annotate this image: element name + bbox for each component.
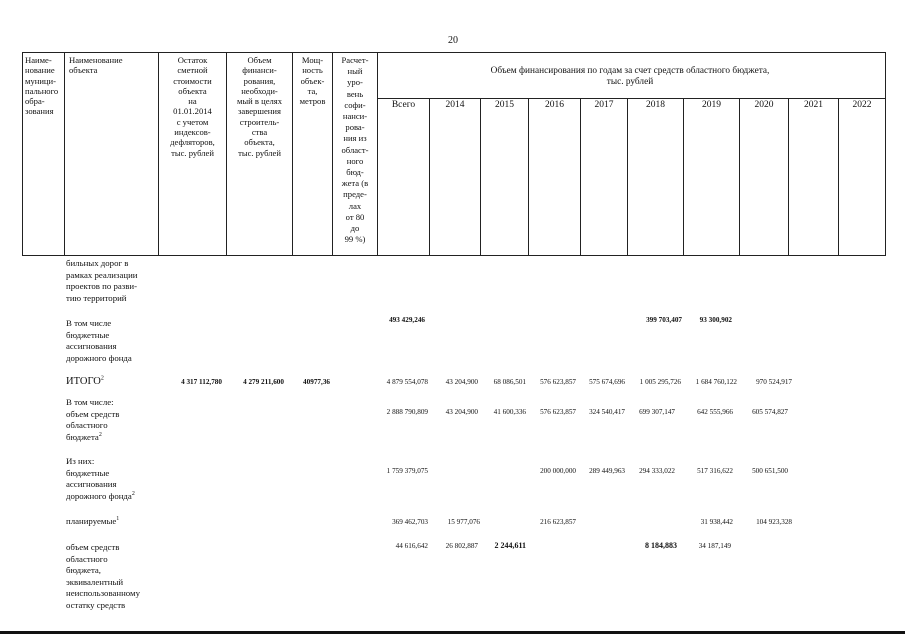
of-which-label-text: Из них: бюджетные ассигнования дорожного фонда [66, 456, 132, 501]
cell-of-which-2019: 517 316,622 [697, 467, 733, 475]
year-2022: 2022 [852, 100, 872, 110]
row-label-planned [66, 516, 166, 528]
cell-regional-2015: 41 600,336 [493, 408, 526, 416]
cell-total-2018: 1 005 295,726 [639, 378, 681, 386]
header-funding-volume: Объем финанси- рования, необходи- мый в целях завершения строитель- ства объекта, тыс. рублей [236, 55, 283, 158]
cell-regional-2020: 605 574,827 [752, 408, 788, 416]
regional-budget-label-text: В том числе: объем средств областного бюджета [66, 397, 120, 442]
cell-total-2016: 576 623,857 [540, 378, 576, 386]
header-object-name: Наименование объекта [69, 55, 123, 76]
year-total: Всего [391, 100, 416, 110]
years-top-rule [377, 98, 886, 99]
year-2016: 2016 [545, 100, 564, 110]
row-label-regional-budget [66, 397, 166, 443]
year-2020: 2020 [754, 100, 774, 110]
cell-unused-total: 44 616,642 [395, 542, 428, 550]
col-line [627, 98, 628, 256]
cell-regional-2018: 699 307,147 [639, 408, 675, 416]
header-cofinancing-level: Расчет- ный уро- вень софи- нанси- рова- ния из област- ного бюд- жета (в преде- лах от 80 до 99 %) [341, 55, 369, 245]
header-top-rule [22, 52, 886, 53]
cell-total-2019: 1 684 760,122 [695, 378, 737, 386]
cell-of-which-2017: 289 449,963 [589, 467, 625, 475]
col-line [788, 98, 789, 256]
year-2019: 2019 [702, 100, 721, 110]
col-line [838, 98, 839, 256]
footnote-mark: 2 [131, 490, 135, 497]
row-label-unused-balance: объем средств областного бюджета, эквивалентный неиспользованному остатку средств [66, 542, 140, 610]
cell-unused-2019: 34 187,149 [698, 542, 731, 550]
page-number: 20 [448, 35, 458, 46]
cell-road-fund-total: 493 429,246 [389, 316, 425, 324]
col-line [683, 98, 684, 256]
year-2021: 2021 [804, 100, 823, 110]
bottom-border [0, 631, 905, 634]
header-remaining-cost: Остаток сметной стоимости объекта на 01.01.2014 с учетом индексов- дефляторов, тыс. рублей [170, 55, 215, 158]
cell-of-which-2020: 500 651,500 [752, 467, 788, 475]
year-2015: 2015 [495, 100, 514, 110]
cell-total-all: 4 879 554,078 [386, 378, 428, 386]
col-line [739, 98, 740, 256]
cell-unused-2018: 8 184,883 [645, 541, 677, 550]
row-label-mobile-roads: бильных дорог в рамках реализации проектов по разви- тию территорий [66, 258, 138, 303]
cell-regional-2014: 43 204,900 [445, 408, 478, 416]
cell-planned-2014: 15 977,076 [447, 518, 480, 526]
header-capacity: Мощ- ность объек- та, метров [299, 55, 326, 107]
cell-road-fund-2018: 399 703,407 [646, 316, 682, 324]
footnote-mark: 2 [98, 431, 102, 438]
cell-regional-2019: 642 555,966 [697, 408, 733, 416]
cell-of-which-2016: 200 000,000 [540, 467, 576, 475]
total-label-text: ИТОГО [66, 376, 101, 387]
cell-total-capacity: 40977,36 [303, 378, 330, 386]
cell-total-remaining: 4 317 112,780 [181, 378, 222, 386]
col-line [22, 52, 23, 256]
cell-unused-2014: 26 802,887 [445, 542, 478, 550]
row-label-road-fund: В том числе бюджетные ассигнования дорожного фонда [66, 318, 132, 363]
planned-label-text: планируемые [66, 516, 117, 526]
header-municipality: Наиме- нование муници- пального обра- зования [25, 55, 59, 117]
cell-regional-total: 2 888 790,809 [386, 408, 428, 416]
cell-regional-2017: 324 540,417 [589, 408, 625, 416]
year-2018: 2018 [646, 100, 665, 110]
year-2014: 2014 [445, 100, 465, 110]
cell-planned-2019: 31 938,442 [700, 518, 733, 526]
header-bottom-rule [22, 255, 886, 256]
cell-total-2015: 68 086,501 [493, 378, 526, 386]
row-label-total [66, 376, 166, 388]
cell-total-2020: 970 524,917 [756, 378, 792, 386]
col-line [429, 98, 430, 256]
cell-of-which-total: 1 759 379,075 [386, 467, 428, 475]
cell-regional-2016: 576 623,857 [540, 408, 576, 416]
row-label-of-which-road-fund [66, 456, 166, 502]
cell-total-volume: 4 279 211,600 [243, 378, 284, 386]
cell-of-which-2018: 294 333,022 [639, 467, 675, 475]
col-line [64, 52, 65, 256]
footnote-mark: 2 [100, 375, 104, 382]
cell-road-fund-2019: 93 300,902 [699, 316, 732, 324]
footnote-mark: 1 [116, 516, 120, 523]
cell-total-2014: 43 204,900 [445, 378, 478, 386]
cell-unused-2015: 2 244,611 [494, 541, 526, 550]
cell-planned-2016: 216 623,857 [540, 518, 576, 526]
cell-total-2017: 575 674,696 [589, 378, 625, 386]
cell-planned-2020: 104 923,328 [756, 518, 792, 526]
cell-planned-total: 369 462,703 [392, 518, 428, 526]
header-funding-by-years: Объем финансирования по годам за счет средств областного бюджета, тыс. рублей [490, 66, 770, 87]
year-2017: 2017 [594, 100, 614, 110]
col-line [885, 52, 886, 256]
col-line [377, 52, 378, 256]
col-line [580, 98, 581, 256]
col-line [528, 98, 529, 256]
col-line [480, 98, 481, 256]
